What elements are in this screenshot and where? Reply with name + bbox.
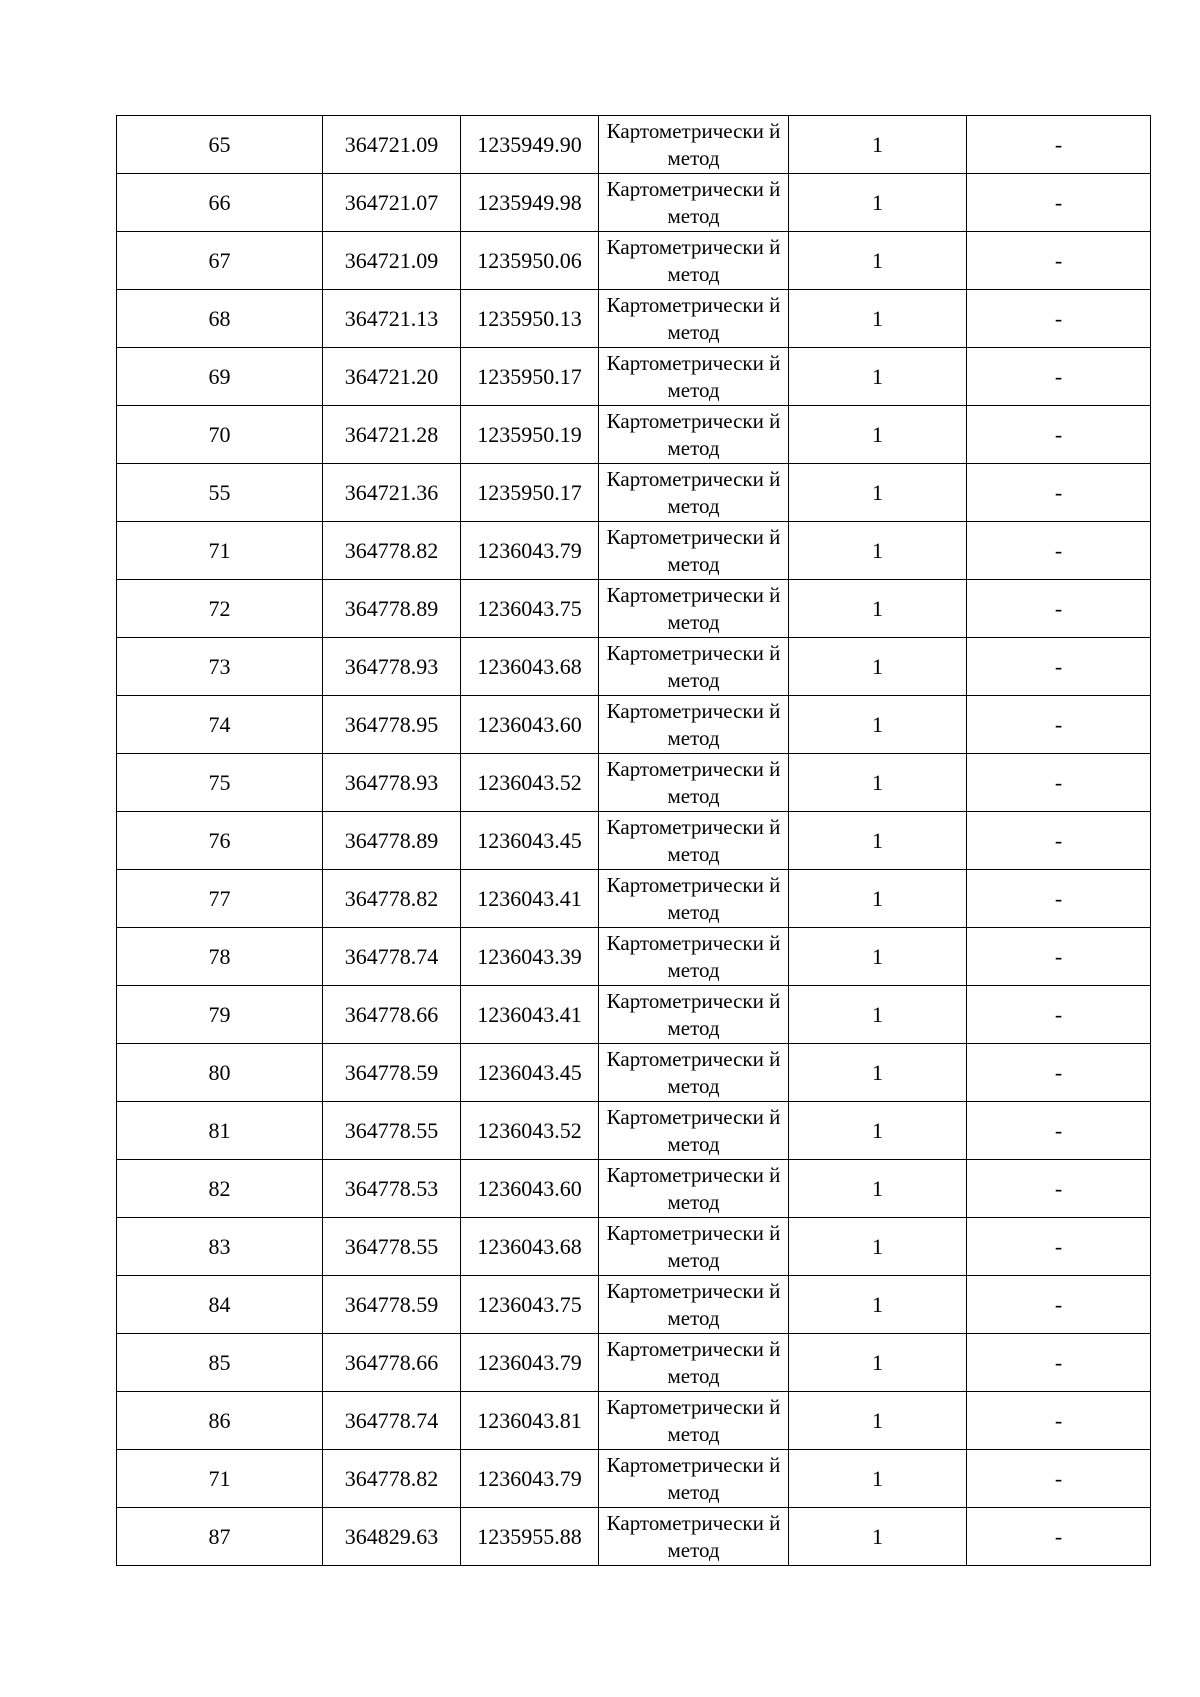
y-coordinate-cell: 1236043.41 xyxy=(461,870,599,928)
point-number-cell: 81 xyxy=(117,1102,323,1160)
table-row xyxy=(117,1508,1151,1566)
accuracy-cell: 1 xyxy=(789,1450,967,1508)
x-coordinate-cell: 364778.82 xyxy=(323,522,461,580)
method-cell: Картометрически й метод xyxy=(599,754,789,812)
accuracy-cell: 1 xyxy=(789,1160,967,1218)
accuracy-cell: 1 xyxy=(789,696,967,754)
accuracy-cell: 1 xyxy=(789,638,967,696)
y-coordinate-cell: 1236043.39 xyxy=(461,928,599,986)
accuracy-cell: 1 xyxy=(789,464,967,522)
point-number-cell: 65 xyxy=(117,116,323,174)
y-coordinate-cell: 1236043.60 xyxy=(461,1160,599,1218)
x-coordinate-cell: 364778.66 xyxy=(323,1334,461,1392)
note-cell: - xyxy=(967,522,1151,580)
note-cell: - xyxy=(967,696,1151,754)
x-coordinate-cell: 364721.36 xyxy=(323,464,461,522)
point-number-cell: 68 xyxy=(117,290,323,348)
point-number-cell: 85 xyxy=(117,1334,323,1392)
method-cell: Картометрически й метод xyxy=(599,1392,789,1450)
note-cell: - xyxy=(967,174,1151,232)
table-row xyxy=(117,232,1151,290)
table-row xyxy=(117,116,1151,174)
x-coordinate-cell: 364778.55 xyxy=(323,1102,461,1160)
note-cell: - xyxy=(967,812,1151,870)
table-row xyxy=(117,986,1151,1044)
method-cell: Картометрически й метод xyxy=(599,1508,789,1566)
table-row xyxy=(117,870,1151,928)
table-row xyxy=(117,812,1151,870)
table-row xyxy=(117,1218,1151,1276)
accuracy-cell: 1 xyxy=(789,406,967,464)
y-coordinate-cell: 1236043.52 xyxy=(461,754,599,812)
method-cell: Картометрически й метод xyxy=(599,174,789,232)
x-coordinate-cell: 364778.89 xyxy=(323,812,461,870)
method-cell: Картометрически й метод xyxy=(599,580,789,638)
x-coordinate-cell: 364721.20 xyxy=(323,348,461,406)
x-coordinate-cell: 364778.82 xyxy=(323,870,461,928)
method-cell: Картометрически й метод xyxy=(599,928,789,986)
accuracy-cell: 1 xyxy=(789,1508,967,1566)
table-row xyxy=(117,1334,1151,1392)
accuracy-cell: 1 xyxy=(789,986,967,1044)
table-row xyxy=(117,522,1151,580)
accuracy-cell: 1 xyxy=(789,1392,967,1450)
table-row xyxy=(117,1276,1151,1334)
y-coordinate-cell: 1236043.75 xyxy=(461,580,599,638)
point-number-cell: 72 xyxy=(117,580,323,638)
method-cell: Картометрически й метод xyxy=(599,348,789,406)
table-row xyxy=(117,464,1151,522)
table-row xyxy=(117,1450,1151,1508)
y-coordinate-cell: 1235950.17 xyxy=(461,464,599,522)
point-number-cell: 79 xyxy=(117,986,323,1044)
table-row xyxy=(117,638,1151,696)
method-cell: Картометрически й метод xyxy=(599,464,789,522)
method-cell: Картометрически й метод xyxy=(599,1276,789,1334)
point-number-cell: 82 xyxy=(117,1160,323,1218)
y-coordinate-cell: 1236043.68 xyxy=(461,1218,599,1276)
y-coordinate-cell: 1235949.98 xyxy=(461,174,599,232)
accuracy-cell: 1 xyxy=(789,232,967,290)
note-cell: - xyxy=(967,928,1151,986)
note-cell: - xyxy=(967,1334,1151,1392)
point-number-cell: 76 xyxy=(117,812,323,870)
y-coordinate-cell: 1236043.60 xyxy=(461,696,599,754)
y-coordinate-cell: 1235949.90 xyxy=(461,116,599,174)
note-cell: - xyxy=(967,406,1151,464)
method-cell: Картометрически й метод xyxy=(599,232,789,290)
table-row xyxy=(117,290,1151,348)
accuracy-cell: 1 xyxy=(789,812,967,870)
point-number-cell: 83 xyxy=(117,1218,323,1276)
point-number-cell: 78 xyxy=(117,928,323,986)
table-row xyxy=(117,348,1151,406)
point-number-cell: 86 xyxy=(117,1392,323,1450)
point-number-cell: 69 xyxy=(117,348,323,406)
table-row xyxy=(117,1102,1151,1160)
method-cell: Картометрически й метод xyxy=(599,1450,789,1508)
note-cell: - xyxy=(967,1044,1151,1102)
y-coordinate-cell: 1236043.79 xyxy=(461,1334,599,1392)
coordinates-table-body xyxy=(117,116,1151,1566)
method-cell: Картометрически й метод xyxy=(599,812,789,870)
note-cell: - xyxy=(967,348,1151,406)
accuracy-cell: 1 xyxy=(789,1218,967,1276)
accuracy-cell: 1 xyxy=(789,580,967,638)
method-cell: Картометрически й метод xyxy=(599,1102,789,1160)
x-coordinate-cell: 364778.55 xyxy=(323,1218,461,1276)
method-cell: Картометрически й метод xyxy=(599,638,789,696)
point-number-cell: 71 xyxy=(117,1450,323,1508)
x-coordinate-cell: 364778.53 xyxy=(323,1160,461,1218)
note-cell: - xyxy=(967,116,1151,174)
note-cell: - xyxy=(967,232,1151,290)
method-cell: Картометрически й метод xyxy=(599,406,789,464)
accuracy-cell: 1 xyxy=(789,174,967,232)
note-cell: - xyxy=(967,638,1151,696)
method-cell: Картометрически й метод xyxy=(599,1218,789,1276)
method-cell: Картометрически й метод xyxy=(599,1334,789,1392)
y-coordinate-cell: 1235950.06 xyxy=(461,232,599,290)
point-number-cell: 74 xyxy=(117,696,323,754)
x-coordinate-cell: 364778.82 xyxy=(323,1450,461,1508)
method-cell: Картометрически й метод xyxy=(599,696,789,754)
method-cell: Картометрически й метод xyxy=(599,1044,789,1102)
note-cell: - xyxy=(967,1102,1151,1160)
note-cell: - xyxy=(967,1218,1151,1276)
method-cell: Картометрически й метод xyxy=(599,986,789,1044)
method-cell: Картометрически й метод xyxy=(599,290,789,348)
x-coordinate-cell: 364778.74 xyxy=(323,1392,461,1450)
accuracy-cell: 1 xyxy=(789,870,967,928)
method-cell: Картометрически й метод xyxy=(599,870,789,928)
table-row xyxy=(117,928,1151,986)
y-coordinate-cell: 1236043.52 xyxy=(461,1102,599,1160)
x-coordinate-cell: 364721.09 xyxy=(323,232,461,290)
method-cell: Картометрически й метод xyxy=(599,116,789,174)
accuracy-cell: 1 xyxy=(789,522,967,580)
table-row xyxy=(117,1044,1151,1102)
point-number-cell: 71 xyxy=(117,522,323,580)
y-coordinate-cell: 1235955.88 xyxy=(461,1508,599,1566)
table-row xyxy=(117,754,1151,812)
x-coordinate-cell: 364721.07 xyxy=(323,174,461,232)
note-cell: - xyxy=(967,1450,1151,1508)
y-coordinate-cell: 1236043.75 xyxy=(461,1276,599,1334)
x-coordinate-cell: 364721.28 xyxy=(323,406,461,464)
point-number-cell: 66 xyxy=(117,174,323,232)
x-coordinate-cell: 364778.74 xyxy=(323,928,461,986)
accuracy-cell: 1 xyxy=(789,928,967,986)
y-coordinate-cell: 1235950.13 xyxy=(461,290,599,348)
x-coordinate-cell: 364778.95 xyxy=(323,696,461,754)
accuracy-cell: 1 xyxy=(789,754,967,812)
point-number-cell: 75 xyxy=(117,754,323,812)
note-cell: - xyxy=(967,580,1151,638)
note-cell: - xyxy=(967,754,1151,812)
x-coordinate-cell: 364778.89 xyxy=(323,580,461,638)
y-coordinate-cell: 1236043.45 xyxy=(461,812,599,870)
table-row xyxy=(117,174,1151,232)
point-number-cell: 77 xyxy=(117,870,323,928)
y-coordinate-cell: 1236043.45 xyxy=(461,1044,599,1102)
y-coordinate-cell: 1236043.81 xyxy=(461,1392,599,1450)
x-coordinate-cell: 364778.59 xyxy=(323,1044,461,1102)
table-row xyxy=(117,580,1151,638)
note-cell: - xyxy=(967,1276,1151,1334)
x-coordinate-cell: 364778.66 xyxy=(323,986,461,1044)
note-cell: - xyxy=(967,1508,1151,1566)
y-coordinate-cell: 1235950.19 xyxy=(461,406,599,464)
note-cell: - xyxy=(967,290,1151,348)
y-coordinate-cell: 1236043.79 xyxy=(461,1450,599,1508)
accuracy-cell: 1 xyxy=(789,116,967,174)
note-cell: - xyxy=(967,464,1151,522)
x-coordinate-cell: 364778.93 xyxy=(323,754,461,812)
accuracy-cell: 1 xyxy=(789,1044,967,1102)
note-cell: - xyxy=(967,1160,1151,1218)
point-number-cell: 80 xyxy=(117,1044,323,1102)
table-row xyxy=(117,1392,1151,1450)
method-cell: Картометрически й метод xyxy=(599,522,789,580)
y-coordinate-cell: 1236043.41 xyxy=(461,986,599,1044)
x-coordinate-cell: 364778.59 xyxy=(323,1276,461,1334)
x-coordinate-cell: 364778.93 xyxy=(323,638,461,696)
x-coordinate-cell: 364721.13 xyxy=(323,290,461,348)
accuracy-cell: 1 xyxy=(789,348,967,406)
x-coordinate-cell: 364829.63 xyxy=(323,1508,461,1566)
table-row xyxy=(117,406,1151,464)
note-cell: - xyxy=(967,986,1151,1044)
coordinates-table xyxy=(116,115,1151,1566)
table-row xyxy=(117,696,1151,754)
note-cell: - xyxy=(967,1392,1151,1450)
point-number-cell: 84 xyxy=(117,1276,323,1334)
accuracy-cell: 1 xyxy=(789,1334,967,1392)
note-cell: - xyxy=(967,870,1151,928)
y-coordinate-cell: 1236043.79 xyxy=(461,522,599,580)
method-cell: Картометрически й метод xyxy=(599,1160,789,1218)
table-row xyxy=(117,1160,1151,1218)
accuracy-cell: 1 xyxy=(789,290,967,348)
point-number-cell: 55 xyxy=(117,464,323,522)
accuracy-cell: 1 xyxy=(789,1276,967,1334)
y-coordinate-cell: 1235950.17 xyxy=(461,348,599,406)
accuracy-cell: 1 xyxy=(789,1102,967,1160)
y-coordinate-cell: 1236043.68 xyxy=(461,638,599,696)
point-number-cell: 70 xyxy=(117,406,323,464)
x-coordinate-cell: 364721.09 xyxy=(323,116,461,174)
point-number-cell: 73 xyxy=(117,638,323,696)
point-number-cell: 87 xyxy=(117,1508,323,1566)
point-number-cell: 67 xyxy=(117,232,323,290)
